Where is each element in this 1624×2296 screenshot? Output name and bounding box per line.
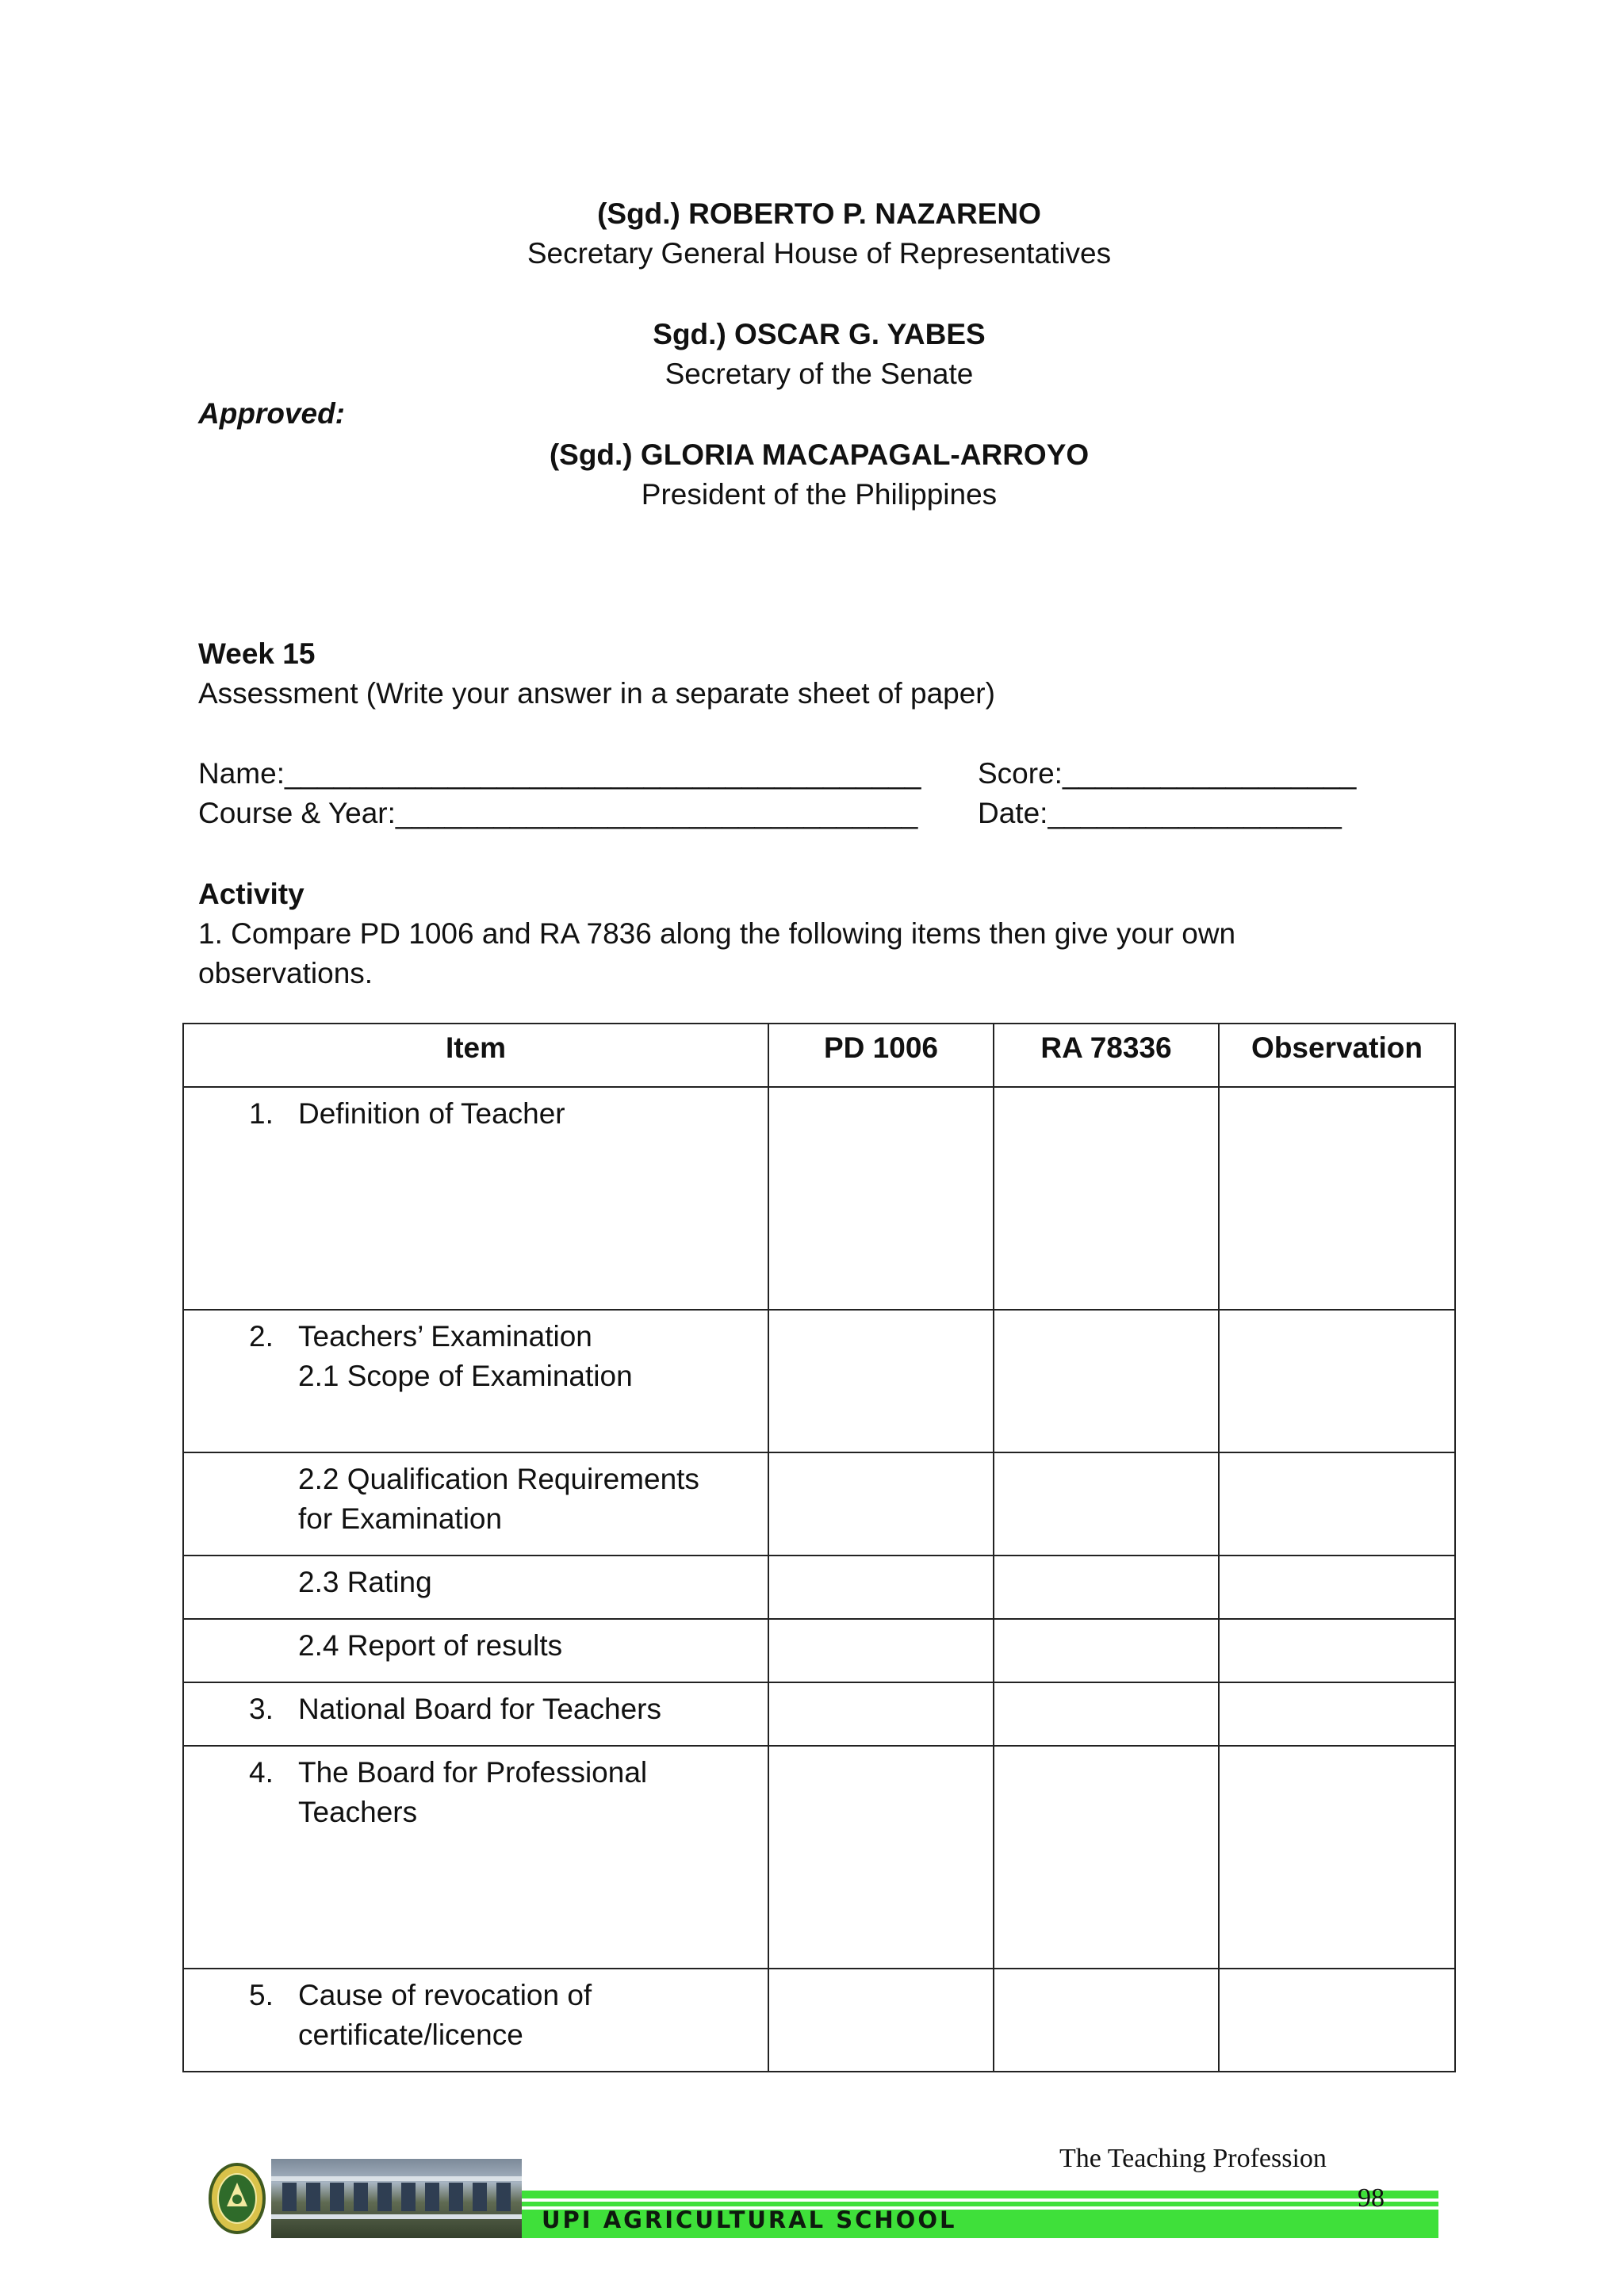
school-seal-icon	[208, 2162, 266, 2235]
course-line: ________________________________	[395, 797, 918, 829]
pd-1006-cell	[768, 1452, 994, 1556]
item-subtext: Teachers	[298, 1796, 418, 1828]
name-line: _______________________________________	[284, 757, 921, 790]
date-label: Date:	[978, 797, 1048, 829]
activity-instruction-line-1: 1. Compare PD 1006 and RA 7836 along the following items then give your own	[198, 917, 1236, 950]
observation-cell	[1219, 1619, 1455, 1682]
observation-cell	[1219, 1452, 1455, 1556]
name-label: Name:	[198, 757, 285, 790]
signatory-2-name: Sgd.) OSCAR G. YABES	[653, 318, 986, 350]
pd-1006-cell	[768, 1310, 994, 1452]
ra-78336-cell	[994, 1619, 1219, 1682]
header-ra-78336: RA 78336	[994, 1024, 1219, 1087]
school-name: UPI AGRICULTURAL SCHOOL	[542, 2206, 957, 2233]
name-field	[198, 754, 921, 794]
observation-cell	[1219, 1969, 1455, 2072]
course-field	[198, 794, 917, 833]
page-number: 98	[1358, 2183, 1385, 2213]
item-text: Cause of revocation of	[298, 1979, 592, 2011]
table-row	[183, 1087, 1455, 1310]
footer-document-title: The Teaching Profession	[1059, 2144, 1327, 2173]
school-building-photo	[271, 2159, 522, 2238]
comparison-table	[182, 1023, 1456, 2072]
ra-78336-cell	[994, 1556, 1219, 1619]
item-cell	[183, 1619, 768, 1682]
item-text: National Board for Teachers	[298, 1693, 661, 1725]
item-text: 2.3 Rating	[298, 1566, 432, 1598]
item-text: Teachers’ Examination	[298, 1320, 592, 1353]
ra-78336-cell	[994, 1087, 1219, 1310]
ra-78336-cell	[994, 1682, 1219, 1746]
item-subtext: certificate/licence	[298, 2019, 523, 2051]
item-number: 2.	[249, 1320, 274, 1353]
item-number: 5.	[249, 1979, 274, 2011]
item-cell	[183, 1452, 768, 1556]
assessment-instruction: Assessment (Write your answer in a separate sheet of paper)	[198, 677, 995, 710]
course-label: Course & Year:	[198, 797, 396, 829]
ra-78336-cell	[994, 1746, 1219, 1969]
pd-1006-cell	[768, 1556, 994, 1619]
table-row	[183, 1310, 1455, 1452]
item-cell	[183, 1556, 768, 1619]
ra-78336-cell	[994, 1969, 1219, 2072]
item-number: 4.	[249, 1756, 274, 1789]
pd-1006-cell	[768, 1087, 994, 1310]
header-pd-1006: PD 1006	[768, 1024, 994, 1087]
table-row	[183, 1969, 1455, 2072]
item-subtext: 2.1 Scope of Examination	[298, 1360, 633, 1392]
item-text: 2.4 Report of results	[298, 1629, 563, 1662]
item-text: Definition of Teacher	[298, 1097, 565, 1130]
table-row	[183, 1556, 1455, 1619]
activity-instruction-line-2: observations.	[198, 957, 373, 989]
ra-78336-cell	[994, 1310, 1219, 1452]
item-cell	[183, 1969, 768, 2072]
score-field	[978, 754, 1356, 794]
table-row	[183, 1682, 1455, 1746]
observation-cell	[1219, 1310, 1455, 1452]
item-cell	[183, 1310, 768, 1452]
item-cell	[183, 1087, 768, 1310]
pd-1006-cell	[768, 1746, 994, 1969]
pd-1006-cell	[768, 1682, 994, 1746]
signatory-1-title: Secretary General House of Representatives	[527, 237, 1112, 270]
pd-1006-cell	[768, 1969, 994, 2072]
header-item: Item	[183, 1024, 768, 1087]
pd-1006-cell	[768, 1619, 994, 1682]
signatory-3-title: President of the Philippines	[641, 478, 998, 511]
observation-cell	[1219, 1556, 1455, 1619]
observation-cell	[1219, 1746, 1455, 1969]
item-number: 1.	[249, 1097, 274, 1130]
table-row	[183, 1452, 1455, 1556]
item-text: 2.2 Qualification Requirements	[298, 1463, 699, 1495]
date-line: __________________	[1048, 797, 1342, 829]
observation-cell	[1219, 1682, 1455, 1746]
table-row	[183, 1619, 1455, 1682]
signatory-1-name: (Sgd.) ROBERTO P. NAZARENO	[597, 197, 1041, 230]
score-line: __________________	[1062, 757, 1357, 790]
item-number: 3.	[249, 1693, 274, 1725]
item-cell	[183, 1682, 768, 1746]
table-row	[183, 1746, 1455, 1969]
signatory-3-name: (Sgd.) GLORIA MACAPAGAL-ARROYO	[549, 438, 1090, 471]
score-label: Score:	[978, 757, 1063, 790]
table-header-row	[183, 1024, 1455, 1087]
observation-cell	[1219, 1087, 1455, 1310]
ra-78336-cell	[994, 1452, 1219, 1556]
date-field	[978, 794, 1342, 833]
signatory-2-title: Secretary of the Senate	[665, 358, 974, 390]
item-text: The Board for Professional	[298, 1756, 648, 1789]
approved-label: Approved:	[198, 397, 345, 430]
week-heading: Week 15	[198, 637, 316, 670]
item-cell	[183, 1746, 768, 1969]
activity-heading: Activity	[198, 878, 304, 910]
header-observation: Observation	[1219, 1024, 1455, 1087]
item-subtext: for Examination	[298, 1502, 503, 1535]
